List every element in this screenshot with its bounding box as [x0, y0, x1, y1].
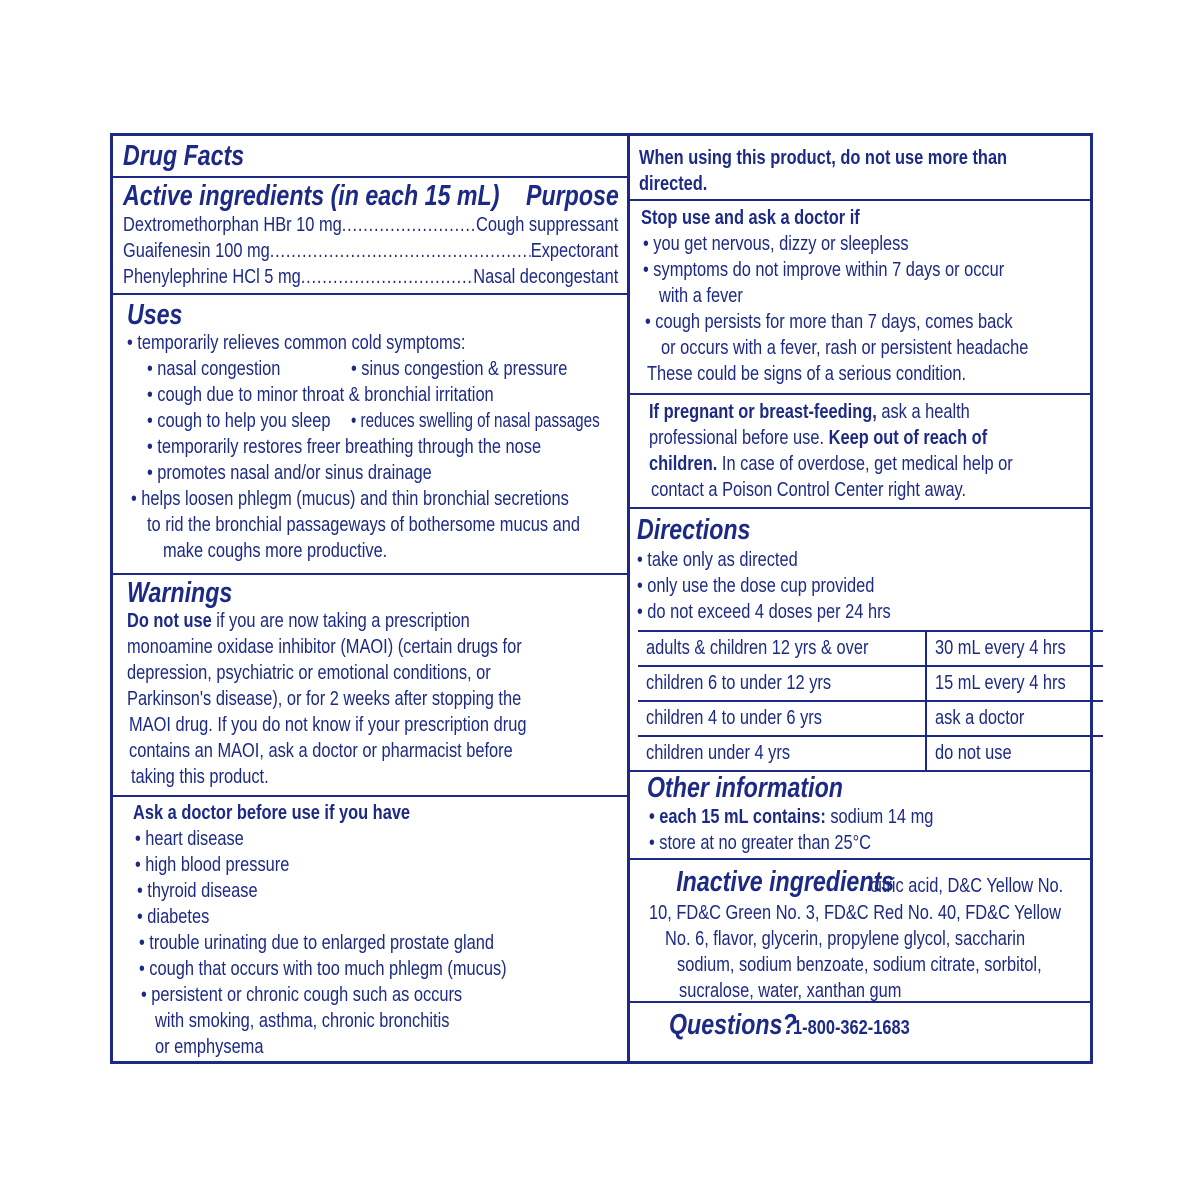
inactive-ingredients-line: citric acid, D&C Yellow No.	[870, 875, 1064, 897]
inactive-ingredients-line: 10, FD&C Green No. 3, FD&C Red No. 40, FD&C Yellow	[649, 902, 1061, 924]
dose: 15 mL every 4 hrs	[935, 672, 1066, 694]
questions-section	[630, 1003, 1090, 1061]
when-using-line: When using this product, do not use more than	[639, 147, 1008, 169]
dosage-row	[638, 701, 1103, 736]
pregnancy-section	[630, 395, 1090, 509]
ask-doctor-line: • persistent or chronic cough such as occurs	[141, 984, 463, 1006]
warnings-line: MAOI drug. If you do not know if your prescription drug	[129, 714, 527, 736]
active-ingredients-heading: Active ingredients (in each 15 mL)	[123, 180, 500, 212]
directions-heading: Directions	[637, 514, 751, 546]
stop-use-line: with a fever	[659, 285, 743, 307]
uses-line: make coughs more productive.	[163, 540, 388, 562]
active-ingredients-section	[113, 178, 627, 295]
warnings-section	[113, 575, 627, 797]
dose: do not use	[935, 742, 1012, 764]
uses-line: • temporarily relieves common cold symptoms:	[127, 332, 466, 354]
ask-doctor-line: with smoking, asthma, chronic bronchitis	[155, 1010, 450, 1032]
pregnancy-line: If pregnant or breast-feeding, ask a health	[649, 401, 970, 423]
pregnancy-line: professional before use. Keep out of reach of	[649, 427, 988, 449]
stop-use-line: or occurs with a fever, rash or persistent headache	[661, 337, 1029, 359]
warnings-line: taking this product.	[131, 766, 269, 788]
warnings-line: contains an MAOI, ask a doctor or pharmacist before	[129, 740, 513, 762]
stop-use-section	[630, 201, 1090, 395]
ask-doctor-heading: Ask a doctor before use if you have	[133, 802, 411, 824]
ingredient-row: Dextromethorphan HBr 10 mg ..... Cough suppressant	[123, 212, 618, 238]
uses-line: • promotes nasal and/or sinus drainage	[147, 462, 432, 484]
warnings-line: monoamine oxidase inhibitor (MAOI) (certain drugs for	[127, 636, 522, 658]
uses-line: • temporarily restores freer breathing through the nose	[147, 436, 542, 458]
ask-doctor-line: • diabetes	[137, 906, 210, 928]
warnings-line: Parkinson's disease), or for 2 weeks after stopping the	[127, 688, 522, 710]
dose: 30 mL every 4 hrs	[935, 637, 1066, 659]
other-information-line: • store at no greater than 25°C	[649, 832, 871, 854]
ask-doctor-line: • heart disease	[135, 828, 244, 850]
uses-line: • helps loosen phlegm (mucus) and thin bronchial secretions	[131, 488, 569, 510]
ask-doctor-section	[113, 797, 627, 1061]
uses-heading: Uses	[127, 299, 183, 331]
drug-facts-title-section	[113, 136, 627, 178]
directions-line: • only use the dose cup provided	[637, 575, 875, 597]
stop-use-line: • cough persists for more than 7 days, comes back	[645, 311, 1013, 333]
other-information-line: • each 15 mL contains: sodium 14 mg	[649, 806, 934, 828]
directions-line: • do not exceed 4 doses per 24 hrs	[637, 601, 891, 623]
ingredient-row: Guaifenesin 100 mg ..... Expectorant	[123, 238, 618, 264]
ask-doctor-line: • trouble urinating due to enlarged prostate gland	[139, 932, 494, 954]
ask-doctor-line: • high blood pressure	[135, 854, 290, 876]
purpose-heading: Purpose	[526, 180, 619, 212]
warnings-line: Do not use if you are now taking a prescription	[127, 610, 470, 632]
warnings-line: depression, psychiatric or emotional conditions, or	[127, 662, 491, 684]
directions-line: • take only as directed	[637, 549, 798, 571]
drug-facts-title: Drug Facts	[123, 140, 245, 172]
stop-use-line: • you get nervous, dizzy or sleepless	[643, 233, 909, 255]
stop-use-line: • symptoms do not improve within 7 days or occur	[643, 259, 1005, 281]
inactive-ingredients-line: sodium, sodium benzoate, sodium citrate, sorbitol,	[677, 954, 1042, 976]
inactive-ingredients-line: No. 6, flavor, glycerin, propylene glycol, saccharin	[665, 928, 1026, 950]
ask-doctor-line: • cough that occurs with too much phlegm (mucus)	[139, 958, 507, 980]
ask-doctor-line: or emphysema	[155, 1036, 264, 1058]
uses-section	[113, 295, 627, 575]
do-not-use-label: Do not use	[127, 610, 212, 632]
stop-use-line: These could be signs of a serious condition.	[647, 363, 967, 385]
other-information-heading: Other information	[647, 772, 843, 804]
age-group: children 4 to under 6 yrs	[646, 707, 822, 729]
stop-use-heading: Stop use and ask a doctor if	[641, 207, 860, 229]
uses-line: • cough to help you sleep	[147, 410, 331, 432]
other-information-section	[630, 772, 1090, 860]
pregnancy-line: children. In case of overdose, get medical help or	[649, 453, 1013, 475]
dosage-row	[638, 631, 1103, 666]
questions-phone: 1-800-362-1683	[793, 1017, 910, 1039]
when-using-line: directed.	[639, 173, 708, 195]
when-using-section	[630, 136, 1090, 201]
age-group: children under 4 yrs	[646, 742, 791, 764]
ingredient-row: Phenylephrine HCl 5 mg ..... Nasal decongestant	[123, 264, 618, 290]
uses-line: • nasal congestion	[147, 358, 281, 380]
uses-line: • reduces swelling of nasal passages	[351, 410, 600, 432]
uses-line: • sinus congestion & pressure	[351, 358, 568, 380]
dosage-table	[638, 630, 1103, 770]
dosage-row	[638, 666, 1103, 701]
age-group: adults & children 12 yrs & over	[646, 637, 869, 659]
uses-line: to rid the bronchial passageways of bothersome mucus and	[147, 514, 581, 536]
uses-line: • cough due to minor throat & bronchial irritation	[147, 384, 494, 406]
drug-facts-panel	[110, 133, 1093, 1064]
ask-doctor-line: • thyroid disease	[137, 880, 258, 902]
dose: ask a doctor	[935, 707, 1025, 729]
left-column	[113, 136, 627, 1061]
warnings-heading: Warnings	[127, 577, 233, 609]
inactive-ingredients-section	[630, 860, 1090, 1003]
inactive-ingredients-line: sucralose, water, xanthan gum	[679, 980, 902, 1002]
inactive-ingredients-heading: Inactive ingredients	[676, 866, 895, 898]
age-group: children 6 to under 12 yrs	[646, 672, 832, 694]
right-column	[630, 136, 1090, 1061]
pregnancy-line: contact a Poison Control Center right away.	[651, 479, 967, 501]
dosage-row	[638, 736, 1103, 770]
questions-heading: Questions?	[669, 1009, 797, 1041]
directions-section	[630, 509, 1090, 772]
